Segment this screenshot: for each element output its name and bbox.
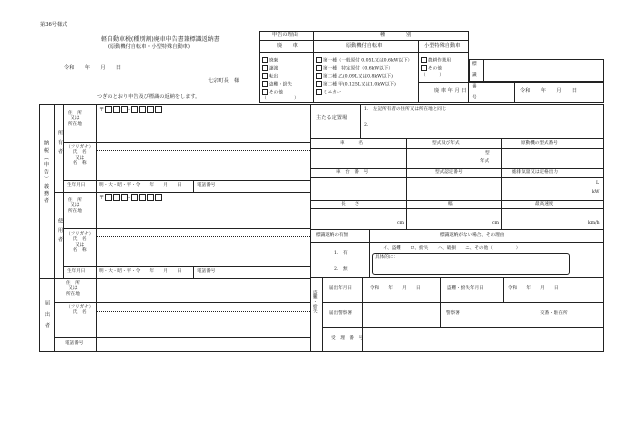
- user-birth-value[interactable]: 明・大・昭・平・令 年 月 日: [99, 269, 182, 274]
- width-label: 幅: [448, 202, 453, 207]
- owner-birth-label: 生年月日: [67, 183, 86, 188]
- main-location-label: 主たる定置場: [316, 115, 348, 121]
- checkbox[interactable]: [262, 89, 268, 95]
- main-location-opt2[interactable]: 2.: [364, 123, 369, 128]
- reason-tonan[interactable]: 盗難・紛失: [262, 81, 292, 88]
- special-2[interactable]: その他: [421, 65, 442, 72]
- type-header: 種 別: [380, 32, 412, 38]
- checkbox[interactable]: [421, 57, 427, 63]
- plate-number-box: [469, 59, 604, 82]
- haisha-header: 廃 車: [277, 43, 298, 49]
- report-date-label: 届出年月日: [329, 286, 352, 291]
- plate-return-yes[interactable]: 1. 有: [334, 251, 348, 256]
- user-address-label: 住 所 又は 所在地: [68, 198, 82, 214]
- frame-number-label: 車 台 番 号: [336, 170, 369, 175]
- plate-return-no[interactable]: 2. 無: [334, 267, 348, 272]
- theft-group-label: 盗難・紛失: [312, 290, 318, 313]
- user-label: 使用者: [56, 218, 63, 246]
- type-1[interactable]: 第一種（一般原付 0.05L又は0.6kW以下）: [316, 57, 412, 64]
- notifier-name-label: （フリガナ） 氏 名: [66, 305, 94, 316]
- checkbox[interactable]: [316, 65, 322, 71]
- model-label: 型式及び年式: [432, 141, 460, 146]
- concrete-label: 具体的に：: [375, 255, 398, 260]
- checkbox[interactable]: [316, 81, 322, 87]
- plate-number-label: 標 識 番 号: [471, 61, 477, 101]
- notice-text: つぎのとおり申告及び標識の返納をします。: [97, 94, 201, 100]
- receipt-number-label: 受 理 番 号: [331, 336, 364, 341]
- unit-cm-width: cm: [492, 221, 499, 226]
- checkbox[interactable]: [316, 57, 322, 63]
- concrete-box[interactable]: [372, 253, 570, 275]
- date-field[interactable]: 令和 年 月 日: [64, 65, 122, 71]
- unit-cm-length: cm: [397, 221, 404, 226]
- lost-date-label: 盗難・紛失年月日: [447, 286, 484, 291]
- reason-other-paren[interactable]: （ ）: [262, 96, 299, 101]
- koban-label: 交番・駐在所: [540, 311, 568, 316]
- addressee: 七宗町長 様: [208, 78, 240, 84]
- checkbox[interactable]: [262, 65, 268, 71]
- checkbox[interactable]: [316, 73, 322, 79]
- special-1[interactable]: 農耕作業用: [421, 57, 451, 64]
- reason-header: 申告の理由: [272, 32, 298, 38]
- owner-birth-value[interactable]: 明・大・昭・平・令 年 月 日: [99, 183, 182, 188]
- unit-kmh: km/h: [588, 221, 600, 226]
- owner-name-label: （フリガナ） 氏 名 又は 名 称: [66, 145, 94, 166]
- main-location-opt1[interactable]: 1. 左記所有者の住所又は所在地と同じ: [364, 107, 447, 112]
- user-name-label: （フリガナ） 氏 名 又は 名 称: [66, 232, 94, 253]
- reason-haiki[interactable]: 廃棄: [262, 57, 278, 64]
- user-postal[interactable]: 〒 -: [99, 194, 162, 202]
- displacement-label: 総排気量又は定格出力: [512, 170, 558, 175]
- notifier-label: 届出者: [43, 300, 50, 334]
- special-paren[interactable]: （ ）: [421, 73, 444, 78]
- kogata-header: 小型特殊自動車: [424, 43, 461, 49]
- notifier-address-label: 住 所 又は 所在地: [66, 281, 80, 297]
- speed-label: 最高速度: [535, 202, 554, 207]
- owner-postal[interactable]: 〒 -: [99, 106, 162, 114]
- form-subtitle: (原動機付自転車・小型特殊自動車): [108, 44, 190, 50]
- type-suffix: 型: [485, 151, 490, 156]
- type-4[interactable]: 第二種 甲(0.125L又は1.0kW以下): [316, 81, 396, 88]
- checkbox[interactable]: [262, 81, 268, 87]
- owner-label: 所有者: [56, 130, 63, 158]
- owner-address-label: 住 所 又は 所在地: [68, 111, 82, 127]
- form-number: 第36号様式: [40, 22, 68, 28]
- unit-kw: kW: [592, 190, 600, 195]
- no-return-reason-label: 標識返納がない場合、その理由: [440, 233, 505, 238]
- plate-return-label: 標識返納の有無: [316, 233, 349, 238]
- type-3[interactable]: 第二種 乙(0.09L又は0.8kW以下): [316, 73, 393, 80]
- year-suffix: 年式: [480, 159, 490, 164]
- no-return-reasons[interactable]: イ、盗難 ロ、紛失 ハ、破損 ニ、その他（ ）: [383, 246, 521, 251]
- checkbox[interactable]: [262, 73, 268, 79]
- user-phone-label: 電話番号: [197, 269, 216, 274]
- unit-liter: L: [596, 181, 600, 186]
- type-5[interactable]: ミニカー: [316, 89, 341, 96]
- checkbox[interactable]: [316, 89, 322, 95]
- approval-number-label: 型式認定番号: [435, 170, 463, 175]
- form-title: 軽自動車税(種別割)廃車申告書兼標識返納書: [101, 36, 220, 43]
- report-date-value[interactable]: 令和 年 月 日: [370, 286, 421, 291]
- checkbox[interactable]: [421, 65, 427, 71]
- type-2[interactable]: 第一種 特定原付（0.6kW以下）: [316, 65, 393, 72]
- haisha-date-value[interactable]: 令和 年 月 日: [520, 88, 578, 94]
- engine-model-label: 原動機の型式番号: [521, 141, 558, 146]
- checkbox[interactable]: [262, 57, 268, 63]
- police-label: 届出警察署: [329, 311, 352, 316]
- lost-date-value[interactable]: 令和 年 月 日: [508, 286, 559, 291]
- reason-other[interactable]: その他: [262, 89, 283, 96]
- taxpayer-group-label: 納税（申告）義務者: [42, 140, 49, 205]
- car-name-label: 車 名: [340, 141, 363, 146]
- notifier-phone-label: 電話番号: [65, 341, 84, 346]
- length-label: 長 さ: [341, 202, 360, 207]
- user-birth-label: 生年月日: [67, 269, 86, 274]
- owner-phone-label: 電話番号: [197, 183, 216, 188]
- reason-joto[interactable]: 譲渡: [262, 65, 278, 72]
- gentsuki-header: 原動機付自転車: [346, 43, 383, 49]
- police-suffix: 警察署: [446, 311, 460, 316]
- haisha-date-label: 廃 車 年 月 日: [434, 88, 467, 94]
- reason-tenshutsu[interactable]: 転出: [262, 73, 278, 80]
